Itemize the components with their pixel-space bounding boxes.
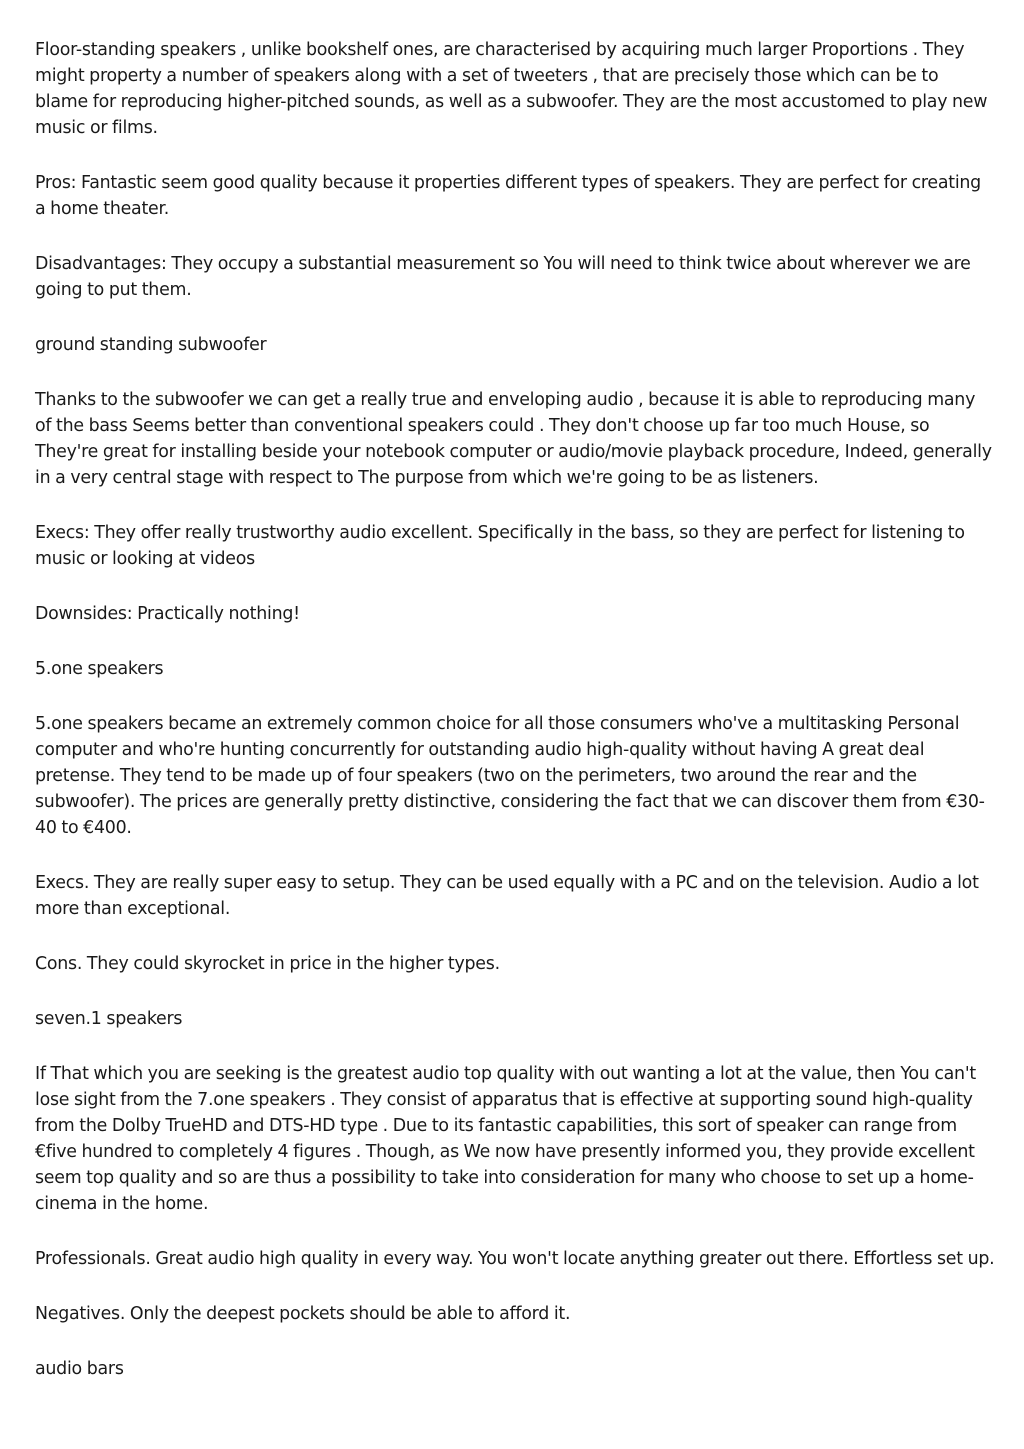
paragraph-7-1-pros: Professionals. Great audio high quality in every way. You won't locate anything greater out there. Effortless set up. (35, 1249, 995, 1269)
heading-ground-standing-subwoofer: ground standing subwoofer (35, 335, 267, 355)
paragraph-7-1-cons: Negatives. Only the deepest pockets should be able to afford it. (35, 1304, 571, 1324)
paragraph-7-1-intro: If That which you are seeking is the greatest audio top quality with out wanting a lot at the value, then You can't lose sight from the 7.one speakers . They consist of apparatus that is effective at supporting sound high-quality from the Dolby TrueHD and DTS-HD type . Due to its fantastic capabilities, this sort of speaker can range from €five hundred to completely 4 figures . Though, as We now have presently informed you, they provide excellent seem top quality and so are thus a possibility to take into consideration for many who choose to set up a home-cinema in the home. (35, 1064, 976, 1214)
paragraph-subwoofer-pros: Execs: They offer really trustworthy audio excellent. Specifically in the bass, so they are perfect for listening to music or looking at videos (35, 523, 965, 569)
heading-audio-bars: audio bars (35, 1359, 124, 1379)
document-body (35, 37, 995, 1411)
heading-7-1-speakers: seven.1 speakers (35, 1009, 183, 1029)
paragraph-floor-standing-cons: Disadvantages: They occupy a substantial measurement so You will need to think twice about wherever we are going to put them. (35, 254, 971, 300)
heading-5-1-speakers: 5.one speakers (35, 659, 164, 679)
paragraph-subwoofer-intro: Thanks to the subwoofer we can get a really true and enveloping audio , because it is able to reproducing many of the bass Seems better than conventional speakers could . They don't choose up far too much House, so They're great for installing beside your notebook computer or audio/movie playback procedure, Indeed, generally in a very central stage with respect to The purpose from which we're going to be as listeners. (35, 390, 992, 488)
paragraph-5-1-cons: Cons. They could skyrocket in price in the higher types. (35, 954, 500, 974)
paragraph-floor-standing-intro: Floor-standing speakers , unlike bookshelf ones, are characterised by acquiring much larger Proportions . They might property a number of speakers along with a set of tweeters , that are precisely those which can be to blame for reproducing higher-pitched sounds, as well as a subwoofer. They are the most accustomed to play new music or films. (35, 40, 988, 138)
paragraph-5-1-intro: 5.one speakers became an extremely common choice for all those consumers who've a multitasking Personal computer and who're hunting concurrently for outstanding audio high-quality without having A great deal pretense. They tend to be made up of four speakers (two on the perimeters, two around the rear and the subwoofer). The prices are generally pretty distinctive, considering the fact that we can discover them from €30-40 to €400. (35, 714, 985, 838)
paragraph-5-1-pros: Execs. They are really super easy to setup. They can be used equally with a PC and on the television. Audio a lot more than exceptional. (35, 873, 979, 919)
paragraph-floor-standing-pros: Pros: Fantastic seem good quality because it properties different types of speakers. They are perfect for creating a home theater. (35, 173, 981, 219)
paragraph-subwoofer-cons: Downsides: Practically nothing! (35, 604, 300, 624)
